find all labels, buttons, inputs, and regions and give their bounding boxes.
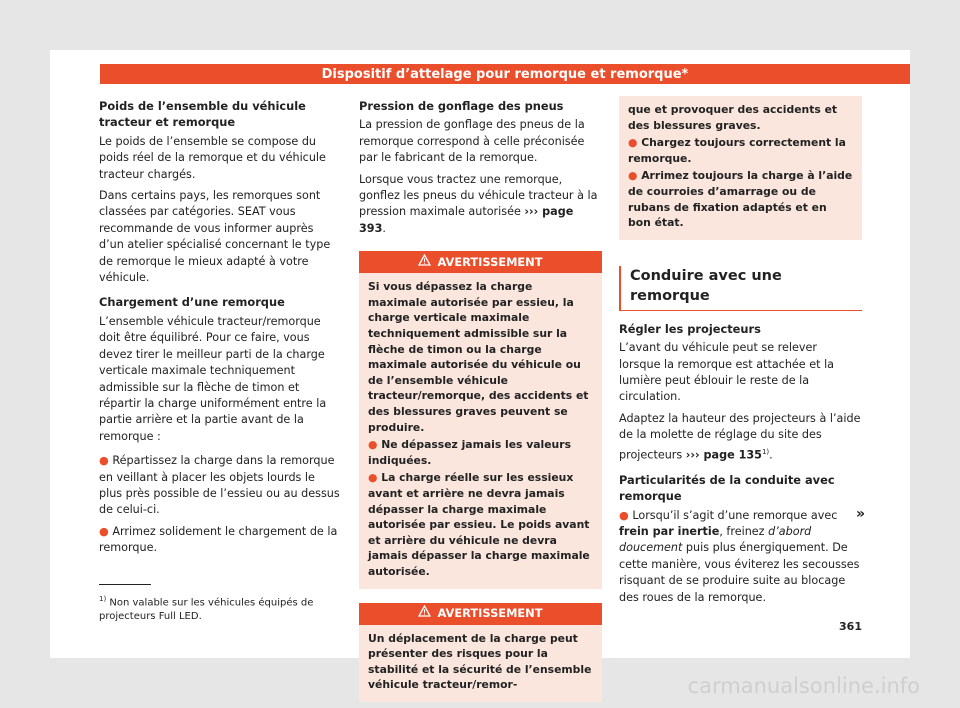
list-item: ● Lorsqu’il s’agit d’une remorque avec frein par inertie, freinez d’abord doucement puis plus énergiquement. De cette manière, vous éviterez les secousses risquant de se produire suite au blocage des roues de la remorque.: [619, 508, 860, 604]
warning-header: AVERTISSEMENT: [359, 251, 602, 273]
warning-triangle-icon: [418, 605, 431, 622]
warning-body: que et provoquer des accidents et des blessures graves. ● Chargez toujours correctement la remorque. ● Arrimez toujours la charge à l’aide de courroies d’amarrage ou de rubans de fixation adaptés et en bon état.: [628, 103, 853, 230]
list-item: ● Chargez toujours correctement la remorque.: [628, 136, 846, 165]
column-middle: [359, 98, 602, 706]
list-item: ● Arrimez solidement le chargement de la remorque.: [99, 524, 338, 555]
page-link[interactable]: ››› page 135: [685, 448, 762, 462]
footnote: $^{1)}$ Non valable sur les véhicules équipés de projecteurs Full LED.: [99, 595, 314, 623]
footnote-divider: [99, 584, 151, 585]
bullet-icon: ●: [628, 136, 638, 150]
footnote-ref: 1): [761, 447, 770, 456]
paragraph: Lorsque vous tractez une remorque, gonflez les pneus du véhicule tracteur à la pression maximale autorisée ››› page 393.: [359, 172, 598, 235]
column-left: [99, 98, 341, 562]
paragraph: L’ensemble véhicule tracteur/remorque doit être équilibré. Pour ce faire, vous devez tirer le meilleur parti de la charge verticale maximale techniquement admissible sur la flèche de timon et répartir la charge uniformément entre la partie arrière et la partie avant de la remorque :: [99, 314, 327, 443]
heading-loading: Chargement d’une remorque: [99, 295, 285, 310]
bullet-icon: ●: [99, 454, 109, 468]
paragraph: L’avant du véhicule peut se relever lorsque la remorque est attachée et la lumière peut éblouir le reste de la circulation.: [619, 341, 835, 404]
heading-driving: Particularités de la conduite avec remorque: [619, 472, 835, 504]
paragraph: Le poids de l’ensemble se compose du poids réel de la remorque et du véhicule tracteur chargés.: [99, 134, 326, 181]
heading-total-weight: Poids de l’ensemble du véhicule tracteur et remorque: [99, 99, 306, 130]
paragraph: Dans certains pays, les remorques sont classées par catégories. SEAT vous recommande de vous informer auprès d’un atelier spécialisé concernant le type de remorque le mieux adapté à votre véhicule.: [99, 189, 331, 285]
page-link[interactable]: ››› page 393: [359, 205, 574, 235]
paragraph: La pression de gonflage des pneus de la remorque correspond à celle préconisée par le fabricant de la remorque.: [359, 118, 585, 165]
warning-body: Si vous dépassez la charge maximale autorisée par essieu, la charge verticale maximale techniquement admissible sur la flèche de timon ou la charge maximale autorisée du véhicule ou de l’ensemble véhicule tracteur/remorque, des accidents et des blessures graves peuvent se produire. ● Ne dépassez jamais les valeurs indiquées. ● La charge réelle sur les essieux avant et arrière ne devra jamais dépasser la charge maximale autorisée par essieu. Le poids avant et arrière du véhicule ne devra jamais dépasser la charge maximale autorisée.: [359, 273, 602, 588]
watermark: carmanualsonline.info: [687, 674, 920, 698]
list-item: ● La charge réelle sur les essieux avant et arrière ne devra jamais dépasser la charge maximale autorisée par essieu. Le poids avant et arrière du véhicule ne devra jamais dépasser la charge maximale autorisée.: [368, 471, 590, 578]
warning-body: Un déplacement de la charge peut présenter des risques pour la stabilité et la sécurité de l’ensemble véhicule tracteur/remor-: [368, 631, 592, 692]
warning-header: AVERTISSEMENT: [359, 603, 602, 625]
bullet-icon: ●: [368, 471, 378, 485]
warning-box-continued: [619, 96, 862, 240]
warning-box: [359, 251, 602, 588]
warning-triangle-icon: [418, 254, 431, 271]
bullet-icon: ●: [619, 508, 629, 522]
list-item: ● Arrimez toujours la charge à l’aide de courroies d’amarrage ou de rubans de fixation adaptés et en bon état.: [628, 169, 853, 230]
list-item: ● Répartissez la charge dans la remorque en veillant à placer les objets lourds le plus près possible de l’essieu ou au dessus de celui-ci.: [99, 454, 340, 517]
heading-tire-pressure: Pression de gonflage des pneus: [359, 99, 564, 113]
paragraph: Adaptez la hauteur des projecteurs à l’aide de la molette de réglage du site des projecteurs ››› page 135$^{1)}$.: [619, 411, 861, 462]
list-item: ● Ne dépassez jamais les valeurs indiquées.: [368, 438, 571, 467]
bullet-icon: ●: [99, 524, 109, 538]
bullet-icon: ●: [628, 169, 638, 183]
section-title: Conduire avec une remorque: [619, 266, 862, 311]
page-header: Dispositif d’attelage pour remorque et remorque*: [100, 64, 910, 84]
column-right: [619, 96, 862, 611]
bullet-icon: ●: [368, 438, 378, 452]
heading-headlights: Régler les projecteurs: [619, 321, 761, 336]
continued-icon: »: [855, 506, 865, 522]
page-number: 361: [839, 620, 862, 633]
